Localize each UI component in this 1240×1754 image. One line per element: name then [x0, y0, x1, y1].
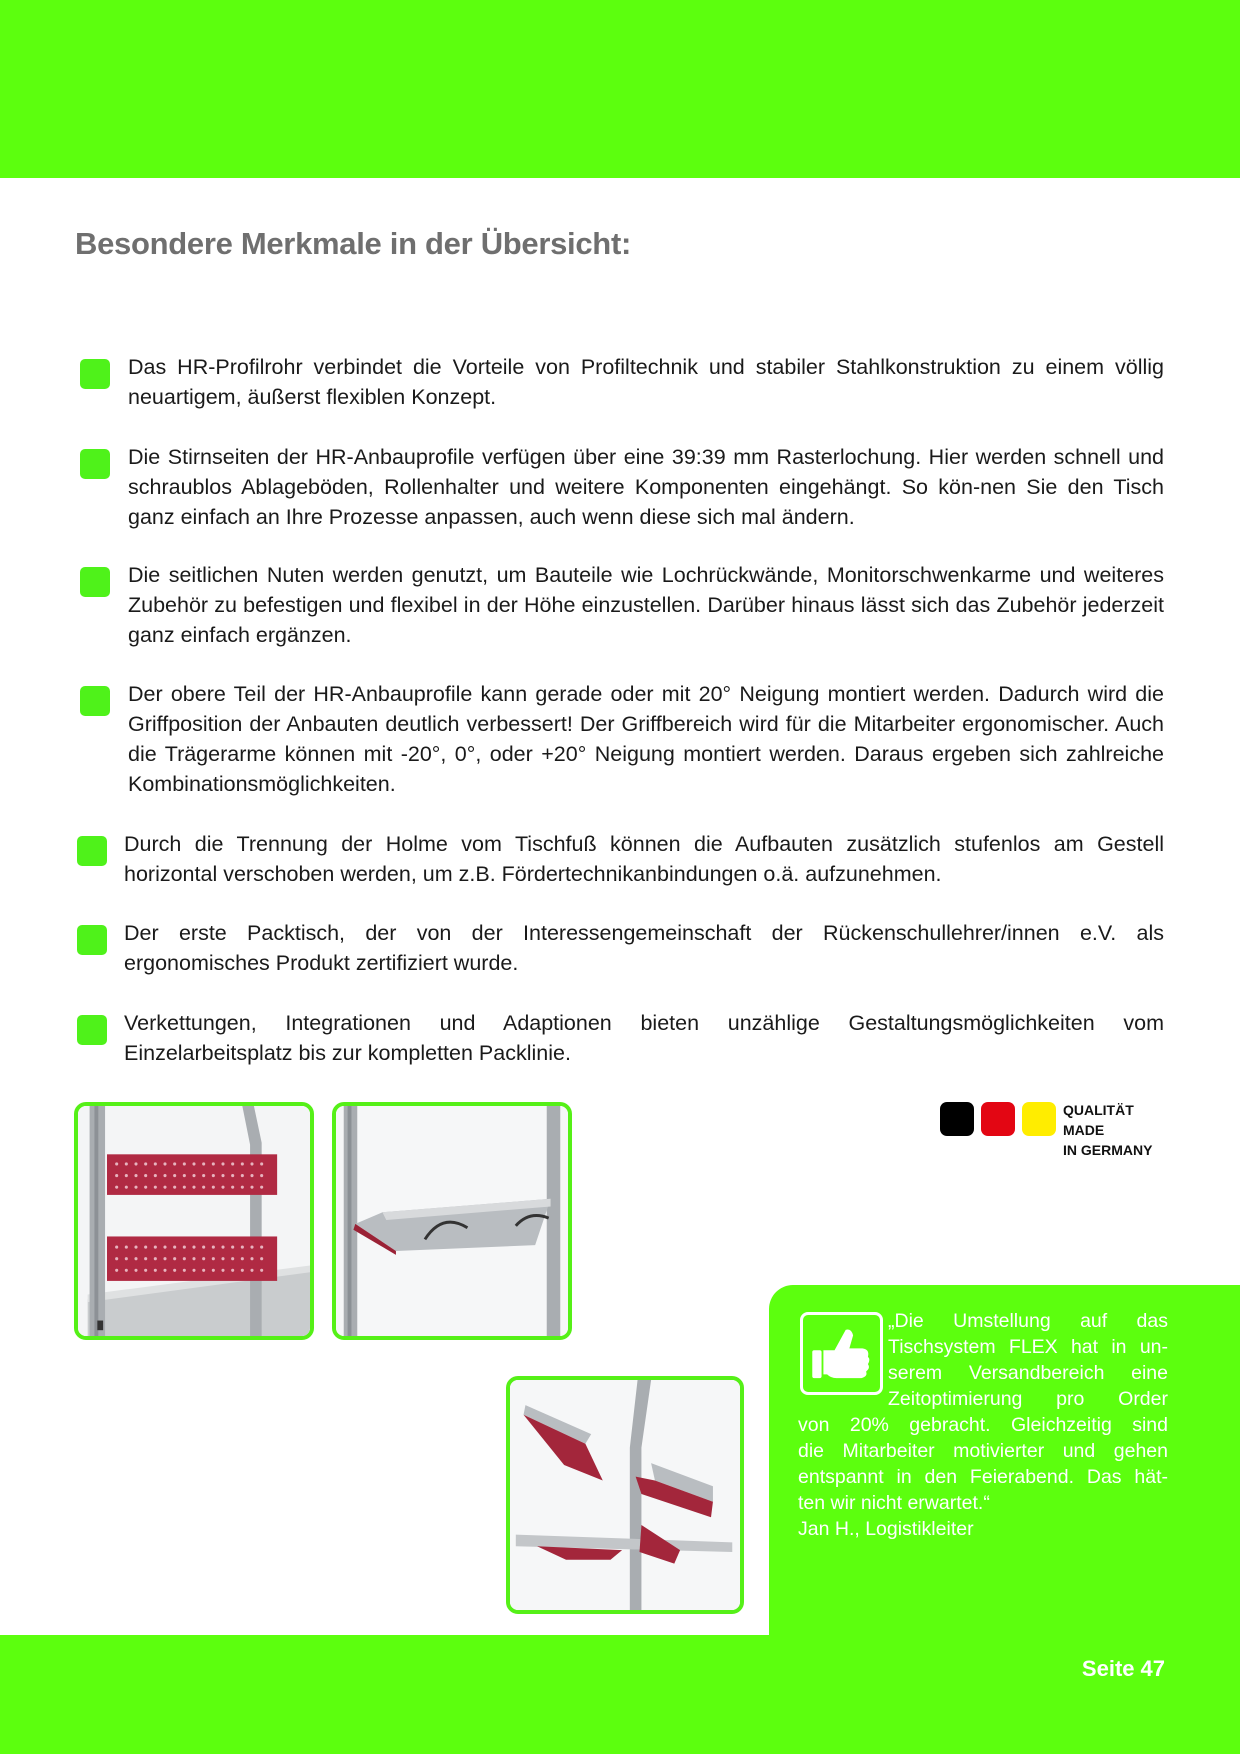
feature-text: Der erste Packtisch, der von der Interessengemeinschaft der Rückenschullehrer/innen e.V. als ergonomisches Produkt zertifiziert wurde. [124, 921, 1164, 975]
page-number [1082, 1656, 1165, 1682]
bullet-marker [77, 1015, 107, 1045]
page-label: Seite [1081, 1656, 1135, 1681]
page-title: Besondere Merkmale in der Übersicht: [75, 226, 631, 261]
bullet-marker [77, 925, 107, 955]
testimonial-quote-line: „Die Umstellung auf das [888, 1310, 1168, 1332]
testimonial-quote-line: Zeitoptimierung pro Order [888, 1388, 1168, 1410]
feature-text: Verkettungen, Integrationen und Adaptionen bieten unzählige Gestaltungsmöglichkeiten vom Einzelarbeitsplatz bis zur kompletten Packlinie. [124, 1011, 1164, 1065]
feature-text: Die Stirnseiten der HR-Anbauprofile verfügen über eine 39:39 mm Rasterlochung. Hier werden schnell und schraublos Ablageböden, Rollenhalter und weitere Komponenten eingehängt. So kön-nen Sie den Tisch ganz einfach an Ihre Prozesse anpassen, auch wenn diese sich mal ändern. [128, 445, 1164, 529]
feature-text: Der obere Teil der HR-Anbauprofile kann gerade oder mit 20° Neigung montiert werden. Dadurch wird die Griffposition der Anbauten deutlich verbessert! Der Griffbereich wird für die Mitarbeiter ergonomischer. Auch die Trägerarme können mit -20°, 0°, oder +20° Neigung montiert werden. Daraus ergeben sich zahlreiche Kombinationsmöglichkeiten. [128, 682, 1164, 796]
product-photo-perforated-panels [74, 1102, 314, 1340]
quality-line: QUALITÄT [1063, 1102, 1134, 1118]
quality-line: IN GERMANY [1063, 1142, 1153, 1158]
testimonial-quote-line: von 20% gebracht. Gleichzeitig sind [798, 1414, 1168, 1436]
feature-text: Die seitlichen Nuten werden genutzt, um Bauteile wie Lochrückwände, Monitorschwenkarme und weiteres Zubehör zu befestigen und flexibel in der Höhe einzustellen. Darüber hinaus lässt sich das Zubehör jederzeit ganz einfach ergänzen. [128, 563, 1164, 647]
testimonial-quote-line: die Mitarbeiter motivierter und gehen [798, 1440, 1168, 1462]
bullet-marker [80, 567, 110, 597]
flag-yellow-square [1022, 1102, 1056, 1136]
testimonial-quote-line: entspannt in den Feierabend. Das hät- [798, 1466, 1168, 1488]
flag-red-square [981, 1102, 1015, 1136]
page-value: 47 [1140, 1656, 1165, 1681]
bullet-marker [80, 449, 110, 479]
feature-text: Das HR-Profilrohr verbindet die Vorteile von Profiltechnik und stabiler Stahlkonstruktion zu einem völlig neuartigem, äußerst flexiblen Konzept. [128, 355, 1164, 409]
testimonial-quote-line: ten wir nicht erwartet.“ [798, 1492, 990, 1514]
testimonial-quote-line: serem Versandbereich eine [888, 1362, 1168, 1384]
bullet-marker [80, 686, 110, 716]
bullet-marker [80, 359, 110, 389]
bullet-marker [77, 836, 107, 866]
quality-made-in-germany-label [1063, 1100, 1152, 1160]
flag-black-square [940, 1102, 974, 1136]
testimonial-quote-line: Tischsystem FLEX hat in un- [888, 1336, 1168, 1358]
thumbs-up-icon [800, 1312, 883, 1395]
top-green-band [0, 0, 1240, 178]
feature-text: Durch die Trennung der Holme vom Tischfuß können die Aufbauten zusätzlich stufenlos am Gestell horizontal verschoben werden, um z.B. Fördertechnikanbindungen o.ä. aufzunehmen. [124, 832, 1164, 886]
product-photo-shelf [332, 1102, 572, 1340]
bottom-green-band [0, 1635, 1240, 1754]
quality-line: MADE [1063, 1122, 1105, 1138]
product-photo-angled-arms [506, 1376, 744, 1614]
testimonial-author: Jan H., Logistikleiter [798, 1518, 974, 1540]
